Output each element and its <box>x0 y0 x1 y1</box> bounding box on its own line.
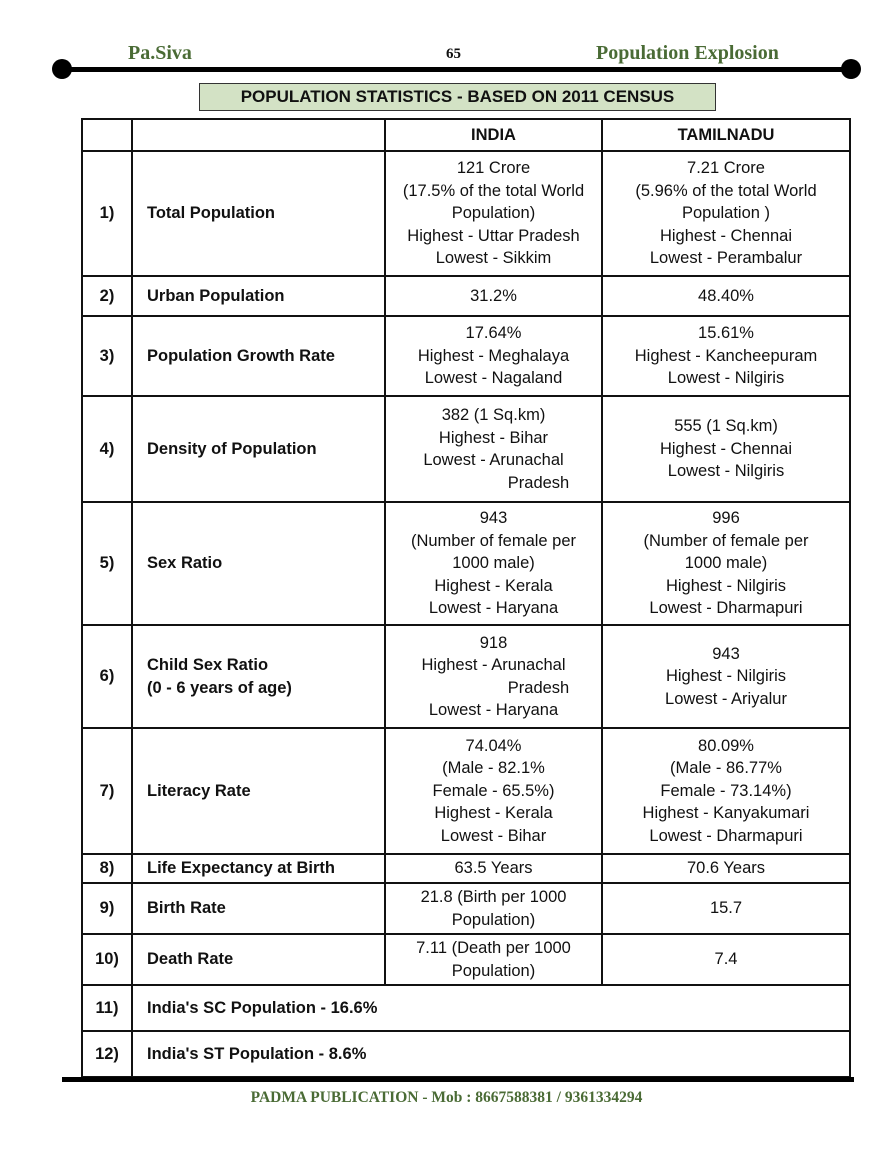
tamilnadu-value-line: Lowest - Dharmapuri <box>649 599 803 618</box>
tamilnadu-value-cell <box>602 728 850 854</box>
india-value-line: Highest - Bihar <box>438 428 549 447</box>
india-value-line: 21.8 (Birth per 1000 <box>420 888 567 906</box>
row-label <box>132 883 385 934</box>
row-number: 3) <box>82 316 132 396</box>
table-row <box>82 276 850 316</box>
india-value-cell <box>385 625 602 728</box>
india-value-line: Population) <box>451 961 536 980</box>
header-author: Pa.Siva <box>128 42 192 64</box>
row-label <box>132 151 385 276</box>
india-value-line: Lowest - Bihar <box>440 826 547 845</box>
india-value-line: 74.04% <box>465 736 522 755</box>
india-value-line: 382 (1 Sq.km) <box>441 406 546 424</box>
row-number: 11) <box>82 985 132 1031</box>
india-value-cell <box>385 854 602 883</box>
india-value-cell <box>385 316 602 396</box>
row-label <box>132 625 385 728</box>
tamilnadu-value-line: Highest - Kancheepuram <box>634 346 818 365</box>
india-value-line: (17.5% of the total World <box>402 181 585 200</box>
tamilnadu-value-line: 80.09% <box>698 736 754 755</box>
india-value-line: Highest - Uttar Pradesh <box>407 226 580 245</box>
header-rule-right-dot <box>841 59 861 79</box>
india-value-line: (Number of female per <box>410 531 577 550</box>
tamilnadu-value-line: 1000 male) <box>684 554 768 573</box>
table-header-row <box>82 119 850 151</box>
row-label-line: Sex Ratio <box>147 554 223 573</box>
row-label-line: (0 - 6 years of age) <box>147 678 292 697</box>
row-label-line: Birth Rate <box>147 899 226 918</box>
tamilnadu-value-line: 943 <box>712 644 740 663</box>
row-label <box>132 502 385 625</box>
header-cell-tamilnadu: TAMILNADU <box>602 119 850 151</box>
row-label-line: Urban Population <box>147 286 285 305</box>
row-label <box>132 316 385 396</box>
india-value-line: Lowest - Haryana <box>428 701 559 719</box>
india-value-line: 121 Crore <box>456 159 531 178</box>
table-row <box>82 728 850 854</box>
tamilnadu-value-line: 996 <box>712 509 740 528</box>
tamilnadu-value-cell <box>602 883 850 934</box>
india-value-line: Lowest - Arunachal <box>423 451 564 469</box>
tamilnadu-value-line: Lowest - Dharmapuri <box>649 826 803 845</box>
summary-text: India's SC Population - 16.6% <box>132 985 850 1031</box>
row-number: 12) <box>82 1031 132 1077</box>
india-value-line: (Male - 82.1% <box>442 759 545 778</box>
tamilnadu-value-line: Lowest - Perambalur <box>649 249 803 268</box>
row-label <box>132 934 385 985</box>
tamilnadu-value-line: (Number of female per <box>643 531 809 550</box>
tamilnadu-value-line: (Male - 86.77% <box>670 759 782 778</box>
india-value-line: Lowest - Haryana <box>428 599 559 618</box>
india-value-cell <box>385 934 602 985</box>
row-number: 6) <box>82 625 132 728</box>
row-number: 9) <box>82 883 132 934</box>
row-number: 8) <box>82 854 132 883</box>
india-value-line: Population) <box>451 204 536 223</box>
row-label-line: Child Sex Ratio <box>147 656 269 674</box>
tamilnadu-value-cell <box>602 276 850 316</box>
row-label <box>132 728 385 854</box>
india-value-cell <box>385 396 602 502</box>
row-number: 2) <box>82 276 132 316</box>
tamilnadu-value-line: Lowest - Ariyalur <box>665 689 787 708</box>
row-label-line: Population Growth Rate <box>147 346 335 365</box>
tamilnadu-value-line: 15.61% <box>698 324 754 343</box>
india-value-line: 943 <box>479 509 508 528</box>
page-number: 65 <box>446 46 461 62</box>
india-value-line: Female - 65.5%) <box>432 781 555 800</box>
tamilnadu-value-cell <box>602 396 850 502</box>
tamilnadu-value-cell <box>602 625 850 728</box>
india-value-line: 17.64% <box>465 324 522 343</box>
india-value-line: Lowest - Nagaland <box>424 369 563 388</box>
tamilnadu-value-line: Highest - Nilgiris <box>665 667 787 686</box>
tamilnadu-value-line: (5.96% of the total World <box>635 181 817 200</box>
header-rule <box>62 67 852 72</box>
india-value-line: 918 <box>479 633 508 652</box>
table-row <box>82 854 850 883</box>
tamilnadu-value-line: Female - 73.14%) <box>660 781 792 800</box>
tamilnadu-value-line: Highest - Nilgiris <box>665 576 787 595</box>
india-value-line: Pradesh <box>507 473 570 492</box>
row-label-line: Life Expectancy at Birth <box>147 859 335 878</box>
summary-text: India's ST Population - 8.6% <box>132 1031 850 1077</box>
tamilnadu-value-cell <box>602 502 850 625</box>
tamilnadu-value-cell <box>602 854 850 883</box>
tamilnadu-value-line: 7.21 Crore <box>687 159 765 178</box>
statistics-table <box>81 118 851 1078</box>
table-row-summary <box>82 985 850 1031</box>
india-value-cell <box>385 728 602 854</box>
india-value-line: Population) <box>451 910 536 929</box>
row-label <box>132 854 385 883</box>
tamilnadu-value-line: 15.7 <box>709 899 743 918</box>
tamilnadu-value-cell <box>602 316 850 396</box>
india-value-line: 63.5 Years <box>454 859 533 878</box>
row-number: 1) <box>82 151 132 276</box>
table-row <box>82 934 850 985</box>
row-number: 4) <box>82 396 132 502</box>
tamilnadu-value-line: 48.40% <box>698 286 754 305</box>
row-label-line: Literacy Rate <box>147 781 251 800</box>
row-label <box>132 276 385 316</box>
tamilnadu-value-line: Population ) <box>681 204 771 223</box>
tamilnadu-value-line: Lowest - Nilgiris <box>667 369 785 388</box>
india-value-cell <box>385 151 602 276</box>
row-label-line: Density of Population <box>147 439 317 458</box>
table-row <box>82 316 850 396</box>
footer-publisher: PADMA PUBLICATION - Mob : 8667588381 / 9361334294 <box>250 1089 643 1106</box>
tamilnadu-value-cell <box>602 151 850 276</box>
table-row-summary <box>82 1031 850 1077</box>
header-cell-num <box>82 119 132 151</box>
table-row <box>82 883 850 934</box>
tamilnadu-value-line: 7.4 <box>714 950 738 969</box>
india-value-cell <box>385 276 602 316</box>
india-value-line: Highest - Kerala <box>434 804 553 823</box>
tamilnadu-value-cell <box>602 934 850 985</box>
india-value-line: 1000 male) <box>452 554 535 573</box>
tamilnadu-value-line: Lowest - Nilgiris <box>667 462 785 481</box>
header-rule-left-dot <box>52 59 72 79</box>
india-value-line: Highest - Meghalaya <box>417 346 570 365</box>
tamilnadu-value-line: Highest - Kanyakumari <box>642 804 810 823</box>
india-value-line: Lowest - Sikkim <box>435 249 552 268</box>
row-label <box>132 396 385 502</box>
india-value-cell <box>385 883 602 934</box>
india-value-line: 31.2% <box>470 286 517 305</box>
table-row <box>82 396 850 502</box>
table-row <box>82 151 850 276</box>
tamilnadu-value-line: 555 (1 Sq.km) <box>674 417 778 436</box>
row-number: 10) <box>82 934 132 985</box>
india-value-line: Highest - Kerala <box>434 576 553 595</box>
header-chapter: Population Explosion <box>596 42 779 64</box>
row-number: 7) <box>82 728 132 854</box>
india-value-line: Highest - Arunachal <box>421 656 566 674</box>
table-row <box>82 502 850 625</box>
table-row <box>82 625 850 728</box>
row-label-line: Death Rate <box>147 950 234 969</box>
row-number: 5) <box>82 502 132 625</box>
header-cell-india: INDIA <box>385 119 602 151</box>
india-value-line: Pradesh <box>507 678 570 697</box>
india-value-cell <box>385 502 602 625</box>
page-title: POPULATION STATISTICS - BASED ON 2011 CENSUS <box>199 83 716 111</box>
india-value-line: 7.11 (Death per 1000 <box>416 939 571 957</box>
tamilnadu-value-line: Highest - Chennai <box>659 226 793 245</box>
header-cell-label <box>132 119 385 151</box>
footer-rule <box>62 1077 854 1082</box>
row-label-line: Total Population <box>147 204 276 223</box>
tamilnadu-value-line: 70.6 Years <box>687 859 765 878</box>
tamilnadu-value-line: Highest - Chennai <box>659 439 793 458</box>
